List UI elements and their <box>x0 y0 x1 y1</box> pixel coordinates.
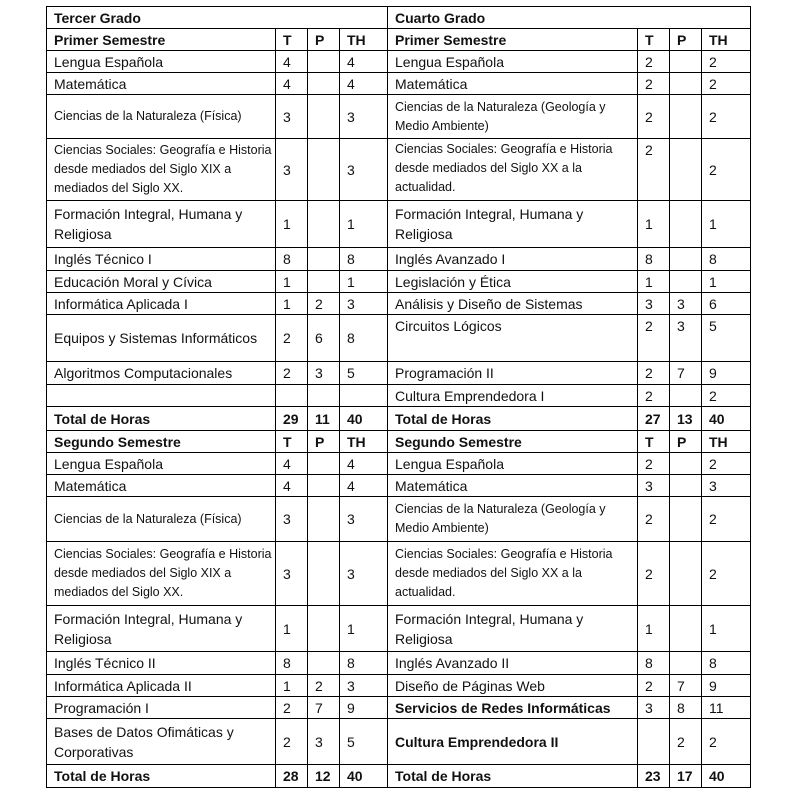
t-cell: 2 <box>276 362 308 385</box>
col-p-header: P <box>670 431 702 453</box>
col-th-header: TH <box>340 29 388 51</box>
subject-cell: Informática Aplicada I <box>47 293 276 315</box>
tercer-grado-title: Tercer Grado <box>47 7 388 29</box>
t-cell: 1 <box>276 271 308 293</box>
subject-cell: Cultura Emprendedora I <box>388 385 638 407</box>
th-cell: 4 <box>340 73 388 95</box>
p-cell <box>308 475 340 497</box>
table-row <box>47 697 751 719</box>
subject-cell: Inglés Técnico II <box>47 652 276 675</box>
t-cell: 2 <box>276 719 308 765</box>
p-cell <box>308 248 340 271</box>
p-cell: 3 <box>308 362 340 385</box>
p-cell <box>308 385 340 407</box>
p-cell <box>308 652 340 675</box>
th-cell: 2 <box>702 719 751 765</box>
th-cell: 2 <box>702 51 751 73</box>
t-cell: 1 <box>276 293 308 315</box>
total-row <box>47 765 751 788</box>
t-cell: 1 <box>276 606 308 652</box>
th-cell <box>340 385 388 407</box>
th-cell: 4 <box>340 475 388 497</box>
t-cell: 2 <box>638 51 670 73</box>
p-cell <box>308 606 340 652</box>
table-row <box>47 293 751 315</box>
th-cell: 8 <box>702 652 751 675</box>
th-cell: 2 <box>702 95 751 139</box>
t-cell: 2 <box>276 315 308 362</box>
th-cell: 8 <box>340 248 388 271</box>
semester-header-row <box>47 29 751 51</box>
table-row <box>47 675 751 697</box>
total-th: 40 <box>702 765 751 788</box>
table-row <box>47 51 751 73</box>
total-t: 23 <box>638 765 670 788</box>
subject-cell: Ciencias Sociales: Geografía e Historia desde mediados del Siglo XX a la actualidad. <box>388 139 638 201</box>
p-cell <box>670 542 702 606</box>
curriculum-table <box>46 6 751 788</box>
p-cell: 7 <box>308 697 340 719</box>
p-cell <box>308 271 340 293</box>
subject-cell: Lengua Española <box>47 51 276 73</box>
p-cell <box>670 271 702 293</box>
table-row <box>47 362 751 385</box>
subject-cell: Algoritmos Computacionales <box>47 362 276 385</box>
t-cell: 4 <box>276 51 308 73</box>
p-cell <box>670 201 702 248</box>
total-p: 11 <box>308 407 340 431</box>
subject-cell: Inglés Técnico I <box>47 248 276 271</box>
table-row <box>47 73 751 95</box>
th-cell: 1 <box>340 606 388 652</box>
th-cell: 4 <box>340 453 388 475</box>
table-row <box>47 719 751 765</box>
th-cell: 2 <box>702 73 751 95</box>
subject-cell: Inglés Avanzado I <box>388 248 638 271</box>
col-t-header: T <box>638 431 670 453</box>
th-cell: 3 <box>340 542 388 606</box>
p-cell <box>308 542 340 606</box>
th-cell: 8 <box>702 248 751 271</box>
subject-cell: Análisis y Diseño de Sistemas <box>388 293 638 315</box>
p-cell: 7 <box>670 362 702 385</box>
th-cell: 5 <box>340 719 388 765</box>
t-cell <box>638 719 670 765</box>
subject-cell: Matemática <box>47 73 276 95</box>
t-cell: 4 <box>276 73 308 95</box>
semester-header-row <box>47 431 751 453</box>
p-cell <box>308 139 340 201</box>
subject-cell: Circuitos Lógicos <box>388 315 638 362</box>
col-th-header: TH <box>702 29 751 51</box>
th-cell: 1 <box>702 606 751 652</box>
col-t-header: T <box>276 431 308 453</box>
t-cell: 3 <box>638 475 670 497</box>
subject-cell: Lengua Española <box>388 453 638 475</box>
t-cell: 2 <box>276 697 308 719</box>
subject-cell: Matemática <box>47 475 276 497</box>
t-cell: 1 <box>638 606 670 652</box>
t-cell: 4 <box>276 453 308 475</box>
p-cell <box>308 201 340 248</box>
th-cell: 3 <box>340 497 388 542</box>
th-cell: 5 <box>702 315 751 362</box>
total-label: Total de Horas <box>47 765 276 788</box>
p-cell: 8 <box>670 697 702 719</box>
p-cell <box>670 248 702 271</box>
t-cell: 8 <box>638 652 670 675</box>
t-cell: 2 <box>638 497 670 542</box>
th-cell: 4 <box>340 51 388 73</box>
th-cell: 2 <box>702 453 751 475</box>
table-row <box>47 606 751 652</box>
semester-title: Primer Semestre <box>47 29 276 51</box>
th-cell: 8 <box>340 652 388 675</box>
t-cell: 3 <box>638 697 670 719</box>
th-cell: 3 <box>340 675 388 697</box>
p-cell <box>670 139 702 201</box>
cuarto-grado-title: Cuarto Grado <box>388 7 751 29</box>
subject-cell: Matemática <box>388 73 638 95</box>
table-row <box>47 497 751 542</box>
subject-cell: Formación Integral, Humana y Religiosa <box>47 201 276 248</box>
t-cell <box>276 385 308 407</box>
th-cell: 2 <box>702 497 751 542</box>
th-cell: 3 <box>340 139 388 201</box>
total-row <box>47 407 751 431</box>
subject-cell: Formación Integral, Humana y Religiosa <box>47 606 276 652</box>
total-th: 40 <box>702 407 751 431</box>
table-row <box>47 248 751 271</box>
p-cell: 7 <box>670 675 702 697</box>
th-cell: 3 <box>340 293 388 315</box>
subject-cell: Ciencias de la Naturaleza (Física) <box>47 497 276 542</box>
subject-cell: Legislación y Ética <box>388 271 638 293</box>
p-cell: 3 <box>308 719 340 765</box>
p-cell: 6 <box>308 315 340 362</box>
th-cell: 3 <box>702 475 751 497</box>
t-cell: 3 <box>638 293 670 315</box>
t-cell: 2 <box>638 95 670 139</box>
total-t: 28 <box>276 765 308 788</box>
t-cell: 4 <box>276 475 308 497</box>
p-cell <box>670 385 702 407</box>
subject-cell: Informática Aplicada II <box>47 675 276 697</box>
subject-cell: Programación I <box>47 697 276 719</box>
total-th: 40 <box>340 407 388 431</box>
total-label: Total de Horas <box>388 765 638 788</box>
p-cell <box>308 453 340 475</box>
t-cell: 1 <box>276 201 308 248</box>
total-th: 40 <box>340 765 388 788</box>
subject-cell: Inglés Avanzado II <box>388 652 638 675</box>
t-cell: 8 <box>638 248 670 271</box>
p-cell <box>670 475 702 497</box>
p-cell <box>308 73 340 95</box>
col-t-header: T <box>638 29 670 51</box>
t-cell: 2 <box>638 542 670 606</box>
subject-cell: Ciencias Sociales: Geografía e Historia desde mediados del Siglo XIX a mediados del Siglo XX. <box>47 139 276 201</box>
t-cell: 1 <box>638 271 670 293</box>
semester-title: Segundo Semestre <box>388 431 638 453</box>
th-cell: 2 <box>702 542 751 606</box>
subject-cell: Matemática <box>388 475 638 497</box>
subject-cell: Ciencias de la Naturaleza (Geología y Medio Ambiente) <box>388 95 638 139</box>
p-cell <box>670 652 702 675</box>
subject-cell <box>47 385 276 407</box>
t-cell: 2 <box>638 73 670 95</box>
p-cell: 2 <box>670 719 702 765</box>
subject-cell: Lengua Española <box>47 453 276 475</box>
subject-cell: Educación Moral y Cívica <box>47 271 276 293</box>
total-p: 13 <box>670 407 702 431</box>
col-th-header: TH <box>702 431 751 453</box>
total-label: Total de Horas <box>47 407 276 431</box>
th-cell: 9 <box>702 675 751 697</box>
subject-cell: Diseño de Páginas Web <box>388 675 638 697</box>
p-cell <box>308 51 340 73</box>
th-cell: 5 <box>340 362 388 385</box>
total-t: 27 <box>638 407 670 431</box>
p-cell: 2 <box>308 293 340 315</box>
table-row <box>47 201 751 248</box>
table-row <box>47 385 751 407</box>
total-p: 12 <box>308 765 340 788</box>
subject-cell: Cultura Emprendedora II <box>388 719 638 765</box>
t-cell: 2 <box>638 453 670 475</box>
th-cell: 6 <box>702 293 751 315</box>
th-cell: 11 <box>702 697 751 719</box>
table-row <box>47 542 751 606</box>
t-cell: 3 <box>276 95 308 139</box>
table-row <box>47 139 751 201</box>
subject-cell: Ciencias de la Naturaleza (Física) <box>47 95 276 139</box>
total-p: 17 <box>670 765 702 788</box>
p-cell: 3 <box>670 293 702 315</box>
p-cell <box>670 51 702 73</box>
table-row <box>47 271 751 293</box>
p-cell <box>670 95 702 139</box>
subject-cell: Formación Integral, Humana y Religiosa <box>388 606 638 652</box>
grade-title-row <box>47 7 751 29</box>
t-cell: 2 <box>638 385 670 407</box>
semester-title: Primer Semestre <box>388 29 638 51</box>
th-cell: 1 <box>702 271 751 293</box>
subject-cell: Ciencias Sociales: Geografía e Historia desde mediados del Siglo XIX a mediados del Siglo XX. <box>47 542 276 606</box>
semester-title: Segundo Semestre <box>47 431 276 453</box>
subject-cell: Programación II <box>388 362 638 385</box>
col-th-header: TH <box>340 431 388 453</box>
subject-cell: Bases de Datos Ofimáticas y Corporativas <box>47 719 276 765</box>
p-cell <box>670 497 702 542</box>
t-cell: 2 <box>638 139 670 201</box>
p-cell: 3 <box>670 315 702 362</box>
table-row <box>47 95 751 139</box>
p-cell <box>670 453 702 475</box>
subject-cell: Lengua Española <box>388 51 638 73</box>
th-cell: 9 <box>702 362 751 385</box>
t-cell: 2 <box>638 362 670 385</box>
table-row <box>47 315 751 362</box>
subject-cell: Equipos y Sistemas Informáticos <box>47 315 276 362</box>
table-row <box>47 453 751 475</box>
subject-cell: Ciencias de la Naturaleza (Geología y Medio Ambiente) <box>388 497 638 542</box>
t-cell: 3 <box>276 542 308 606</box>
p-cell <box>670 73 702 95</box>
subject-cell: Ciencias Sociales: Geografía e Historia desde mediados del Siglo XX a la actualidad. <box>388 542 638 606</box>
total-label: Total de Horas <box>388 407 638 431</box>
col-p-header: P <box>308 431 340 453</box>
th-cell: 8 <box>340 315 388 362</box>
th-cell: 1 <box>702 201 751 248</box>
t-cell: 8 <box>276 652 308 675</box>
subject-cell: Formación Integral, Humana y Religiosa <box>388 201 638 248</box>
p-cell <box>308 95 340 139</box>
subject-cell: Servicios de Redes Informáticas <box>388 697 638 719</box>
t-cell: 1 <box>638 201 670 248</box>
t-cell: 2 <box>638 675 670 697</box>
table-row <box>47 475 751 497</box>
th-cell: 2 <box>702 385 751 407</box>
col-t-header: T <box>276 29 308 51</box>
col-p-header: P <box>308 29 340 51</box>
col-p-header: P <box>670 29 702 51</box>
p-cell: 2 <box>308 675 340 697</box>
th-cell: 9 <box>340 697 388 719</box>
th-cell: 3 <box>340 95 388 139</box>
th-cell: 1 <box>340 201 388 248</box>
t-cell: 1 <box>276 675 308 697</box>
t-cell: 8 <box>276 248 308 271</box>
table-row <box>47 652 751 675</box>
th-cell: 1 <box>340 271 388 293</box>
t-cell: 3 <box>276 497 308 542</box>
p-cell <box>308 497 340 542</box>
p-cell <box>670 606 702 652</box>
t-cell: 2 <box>638 315 670 362</box>
t-cell: 3 <box>276 139 308 201</box>
total-t: 29 <box>276 407 308 431</box>
th-cell: 2 <box>702 139 751 201</box>
